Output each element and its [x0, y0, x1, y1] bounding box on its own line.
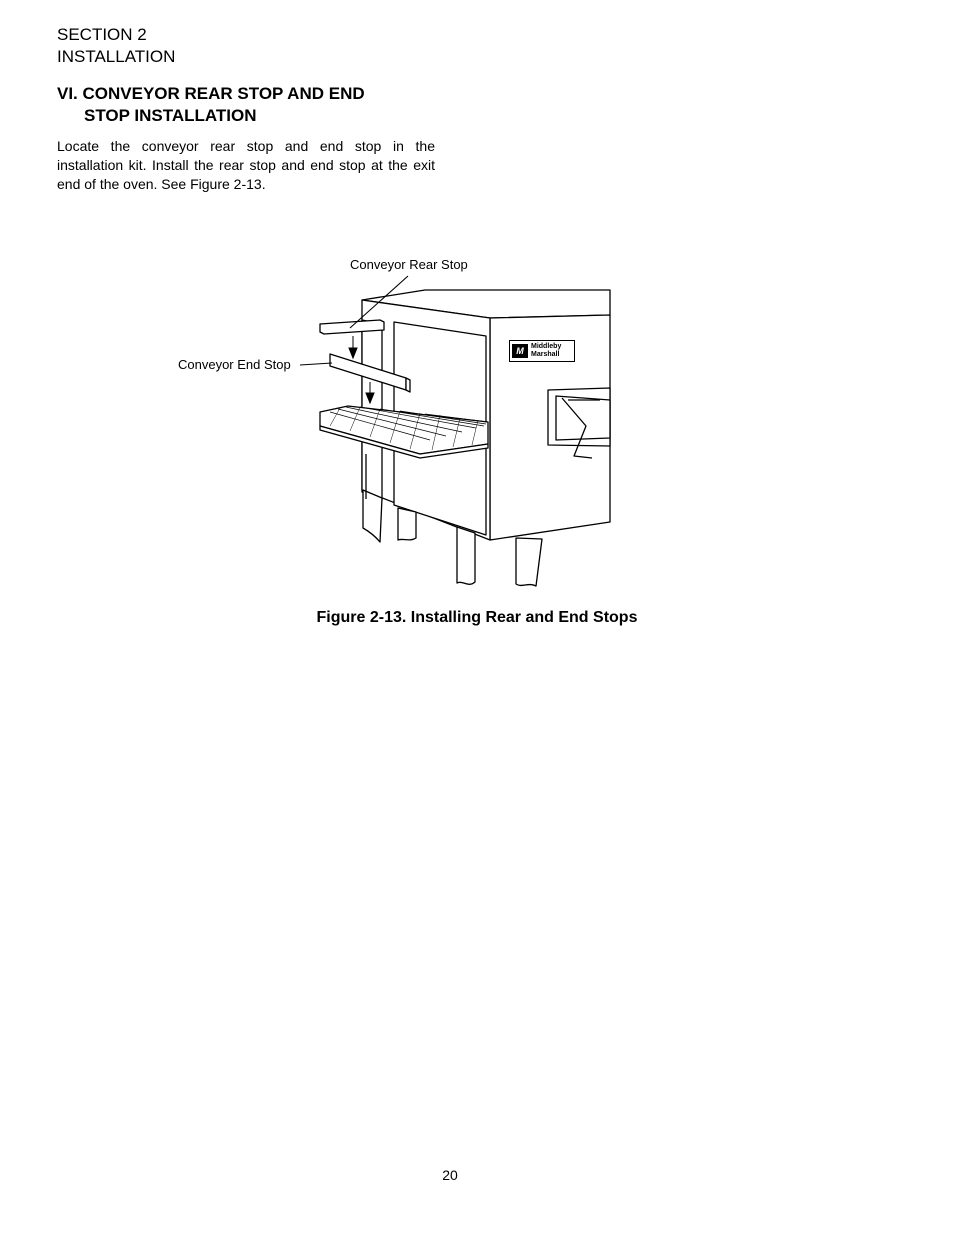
- section-header: [57, 24, 175, 68]
- page-number: 20: [442, 1167, 458, 1183]
- instruction-paragraph: Locate the conveyor rear stop and end stop in the installation kit. Install the rear stop and end stop at the exit end of the oven. See Figure 2-13.: [57, 138, 435, 192]
- section-title: INSTALLATION: [57, 47, 176, 66]
- heading-line-2: STOP INSTALLATION: [84, 106, 257, 125]
- logo-text-line-2: Marshall: [531, 351, 560, 358]
- figure-caption: Figure 2-13. Installing Rear and End Stops: [316, 609, 638, 626]
- figure-2-13: [170, 250, 630, 610]
- oven-illustration: [170, 250, 630, 610]
- subsection-heading: [57, 83, 437, 127]
- logo-mark-icon: M: [512, 344, 528, 358]
- callout-conveyor-end-stop: Conveyor End Stop: [178, 357, 291, 372]
- heading-line-1: VI. CONVEYOR REAR STOP AND END: [57, 84, 365, 103]
- callout-conveyor-rear-stop: Conveyor Rear Stop: [350, 257, 468, 272]
- section-number: SECTION 2: [57, 25, 147, 44]
- brand-logo: [509, 340, 575, 362]
- logo-text-line-1: Middleby: [531, 343, 562, 350]
